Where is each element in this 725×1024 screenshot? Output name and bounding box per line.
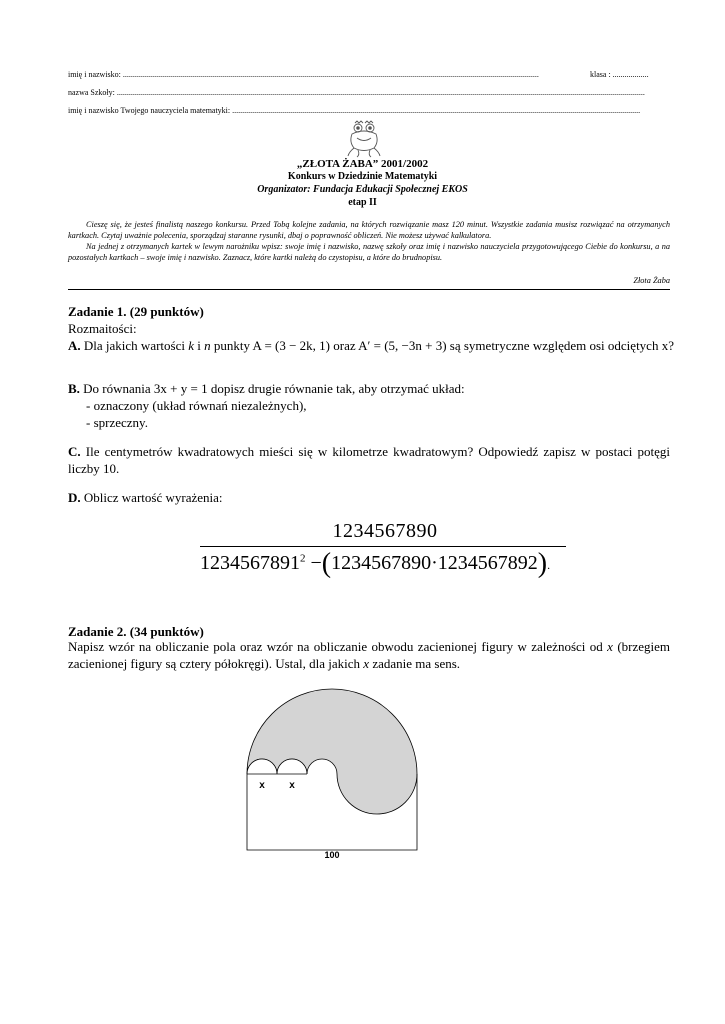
task1-part-a [68, 337, 688, 354]
part-a-text-3: punkty A = (3 − 2k, 1) oraz A′ = (5, −3n + 3) są symetryczne względem osi odciętych x? [213, 338, 674, 353]
part-b-option-1: - oznaczony (układ równań niezależnych), [86, 398, 307, 413]
task2-text-3: zadanie ma sens. [372, 656, 461, 671]
den-end: . [547, 558, 551, 572]
task2-text-1: Napisz wzór na obliczanie pola oraz wzór na obliczanie obwodu zacienionej figury w zależności od [68, 639, 603, 654]
task2-text-2: (brzegiem zacienionej figury są cztery półokręgi). Ustal, dla jakich [68, 639, 671, 671]
part-c-label: C. [68, 444, 81, 459]
part-b-option-2: - sprzeczny. [86, 415, 148, 430]
part-b-text: Do równania 3x + y = 1 dopisz drugie równanie tak, aby otrzymać układ: [83, 381, 465, 396]
figure-label-x1: x [259, 780, 265, 791]
shaded-region [247, 689, 417, 814]
divider [68, 289, 670, 290]
shaded-figure-diagram [240, 684, 420, 860]
name-field-line: imię i nazwisko: ................................................................................................................................................................................................................ [68, 70, 539, 79]
den-dot: · [431, 552, 438, 574]
task2-var-x2: x [363, 656, 370, 671]
fraction-numerator: 1234567890 [332, 520, 438, 542]
task1-part-c [68, 443, 670, 477]
part-c-text: Ile centymetrów kwadratowych mieści się w kilometrze kwadratowym? Odpowiedź zapisz w postaci potęgi liczby 10. [68, 444, 670, 476]
den-exponent: 2 [300, 552, 306, 565]
part-a-var-k: k [188, 338, 194, 353]
task1-part-b [68, 380, 688, 397]
den-term-b: 1234567890 [331, 552, 432, 574]
teacher-field-line: imię i nazwisko Twojego nauczyciela matematyki: ............................................................................................................................................................................................................ [68, 106, 641, 115]
contest-title: „ZŁOTA ŻABA” 2001/2002 [296, 158, 429, 170]
frog-logo-icon [346, 120, 382, 158]
figure-label-100: 100 [324, 850, 340, 860]
task2-var-x1: x [607, 639, 613, 654]
task2-heading: Zadanie 2. (34 punktów) [68, 624, 204, 639]
contest-subtitle: Konkurs w Dziedzinie Matematyki [287, 171, 438, 182]
den-minus: − [310, 552, 322, 574]
fraction-bar [200, 546, 566, 547]
task1-lead: Rozmaitości: [68, 321, 137, 336]
figure-label-x2: x [289, 780, 295, 791]
part-a-text-2: i [197, 338, 201, 353]
fraction-denominator: 1234567891$^2$ −(1234567890·1234567892). [200, 548, 551, 579]
intro-paragraph-2: Na jednej z otrzymanych kartek w lewym narożniku wpisz: swoje imię i nazwisko, nazwę szkoły oraz imię i nazwisko nauczyciela przygotowującego Ciebie do konkursu, a na pozostałych kartkach – swoje imię i nazwisko. Zaznacz, które kartki należą do czystopisu, a które do brudnopisu. [68, 242, 670, 262]
part-d-label: D. [68, 490, 81, 505]
part-a-text-1: Dla jakich wartości [83, 338, 185, 353]
part-b-label: B. [68, 381, 80, 396]
task1-heading: Zadanie 1. (29 punktów) [68, 304, 204, 319]
task1-part-d [68, 489, 670, 506]
part-d-text: Oblicz wartość wyrażenia: [83, 490, 223, 505]
part-a-var-n: n [204, 338, 211, 353]
intro-signature: Złota Żaba [633, 276, 670, 285]
part-a-label: A. [68, 338, 81, 353]
task2-text [68, 638, 670, 672]
den-term-a: 1234567891 [200, 552, 300, 574]
class-field-line: klasa : .................. [590, 70, 649, 79]
school-field-line: nazwa Szkoły: ........................................................................................................................................................................................................................................................................ [68, 88, 645, 97]
stage-label: etap II [348, 197, 377, 208]
intro-text [68, 219, 670, 263]
intro-paragraph-1: Cieszę się, że jesteś finalistą naszego konkursu. Przed Tobą kolejne zadania, na których rozwiązanie masz 120 minut. Wszystkie zadania musisz rozwiązać na otrzymanych kartkach. Czytaj uważnie polecenia, sporządzaj staranne rysunki, dbaj o poprawność obliczeń. Nie możesz używać kalkulatora. [68, 220, 670, 240]
den-term-c: 1234567892 [437, 552, 538, 574]
organizer-line: Organizator: Fundacja Edukacji Społecznej EKOS [257, 184, 468, 195]
